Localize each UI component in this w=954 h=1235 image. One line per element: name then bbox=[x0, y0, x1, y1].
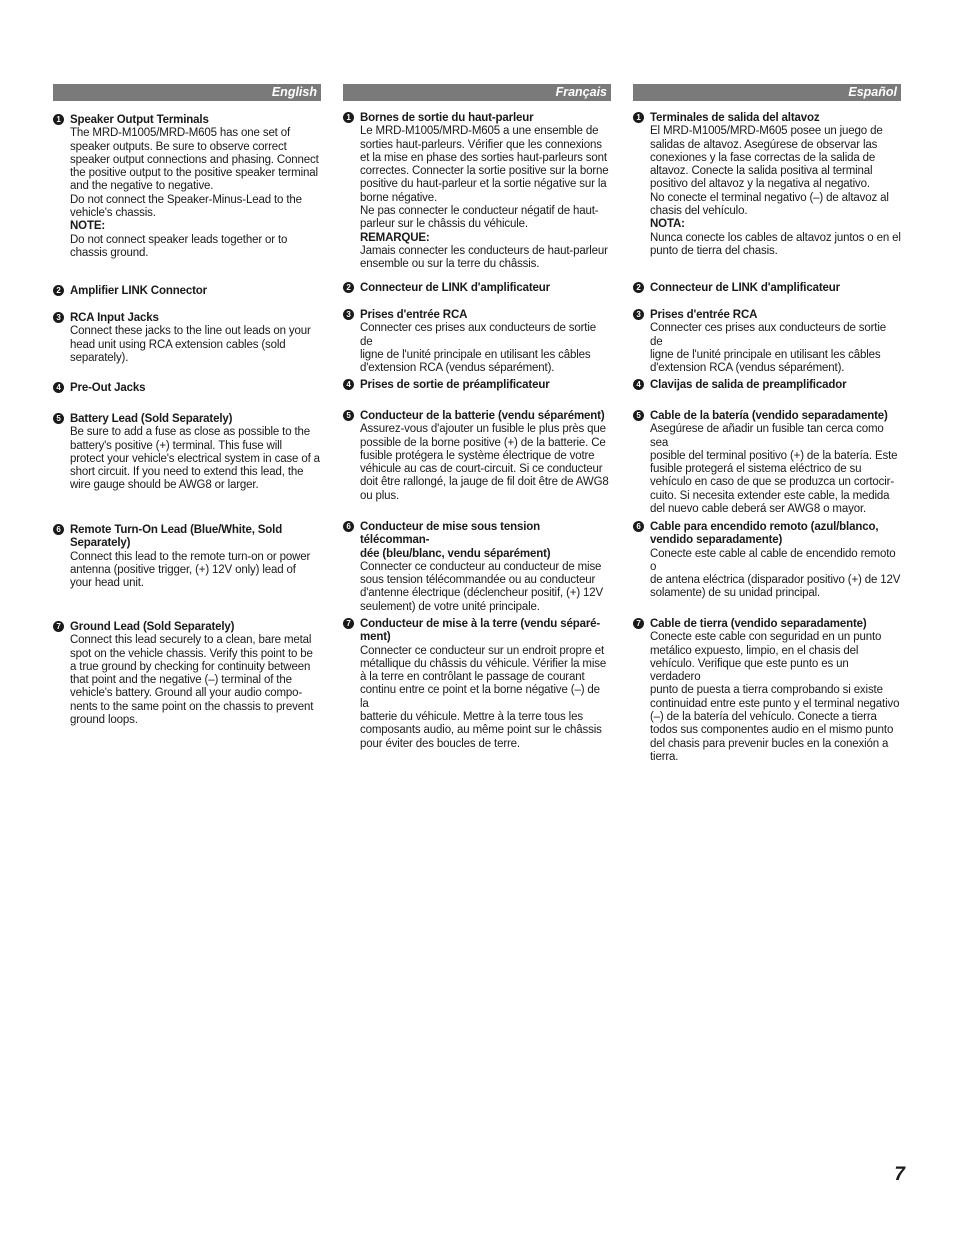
item-body: El MRD-M1005/MRD-M605 posee un juego de salidas de altavoz. Asegúrese de observar las conexiones y la fase correctas de la salida de altavoz. Conecte la salida positiva al terminal positivo del altavoz y la negativa al negativo. No conecte el terminal negativo (–) de altavoz al chasis del vehículo. bbox=[650, 125, 889, 218]
item-title: Battery Lead (Sold Separately) bbox=[70, 413, 233, 425]
item-body: Connecter ce conducteur sur un endroit propre et métallique du châssis du véhicule. Vérifier la mise à la terre en contrôlant le passage de courant continu entre ce point et la borne négative (–) de la batterie du véhicule. Mettre à la terre tous les composants audio, au même point sur le châssis pour éviter des boucles de terre. bbox=[360, 644, 607, 750]
column-spanish bbox=[633, 84, 901, 763]
list-item bbox=[633, 521, 901, 601]
item-number-badge: 5 bbox=[53, 413, 64, 424]
item-title: Cable de la batería (vendido separadamente) bbox=[650, 410, 888, 422]
list-item bbox=[343, 410, 611, 503]
item-number-badge: 5 bbox=[343, 410, 354, 421]
item-title: Speaker Output Terminals bbox=[70, 114, 209, 126]
note-label: NOTE: bbox=[70, 220, 106, 233]
item-number-badge: 4 bbox=[53, 382, 64, 393]
list-item bbox=[343, 379, 611, 392]
item-number-badge: 3 bbox=[53, 312, 64, 323]
item-title: Clavijas de salida de preamplificador bbox=[650, 379, 847, 391]
list-item bbox=[343, 309, 611, 375]
item-number-badge: 1 bbox=[343, 112, 354, 123]
note-body: Do not connect speaker leads together or to chassis ground. bbox=[70, 233, 288, 259]
list-item bbox=[343, 112, 611, 272]
list-item bbox=[53, 621, 321, 727]
item-number-badge: 7 bbox=[633, 618, 644, 629]
item-number-badge: 6 bbox=[633, 521, 644, 532]
item-body: Connecter ces prises aux conducteurs de sortie de ligne de l'unité principale en utilisant les câbles d'extension RCA (vendus séparément). bbox=[360, 322, 597, 375]
item-title: Prises d'entrée RCA bbox=[360, 309, 468, 321]
item-title: Amplifier LINK Connector bbox=[70, 285, 207, 297]
item-title: Conducteur de mise à la terre (vendu séparé- ment) bbox=[360, 618, 601, 644]
item-body: Connect these jacks to the line out leads on your head unit using RCA extension cables (sold separately). bbox=[70, 325, 311, 364]
list-item bbox=[633, 379, 901, 392]
item-body: Assurez-vous d'ajouter un fusible le plus près que possible de la borne positive (+) de la batterie. Ce fusible protégera le système électrique de votre véhicule au cas de court-circuit. Si ce conducteur doit être rallongé, la jauge de fil doit être de AWG8 ou plus. bbox=[360, 423, 609, 502]
item-title: Cable de tierra (vendido separadamente) bbox=[650, 618, 867, 630]
item-body: Asegúrese de añadir un fusible tan cerca como sea posible del terminal positivo (+) de la batería. Este fusible protegerá el sistema eléctrico de su vehículo en caso de que se produzca un cortocir- cuito. Si necesita extender este cable, la medida del nuevo cable deberá ser AWG8 o mayor. bbox=[650, 423, 898, 516]
list-item bbox=[53, 114, 321, 260]
item-number-badge: 6 bbox=[53, 524, 64, 535]
item-title: Conducteur de la batterie (vendu séparément) bbox=[360, 410, 605, 422]
list-item bbox=[53, 312, 321, 365]
item-title: Ground Lead (Sold Separately) bbox=[70, 621, 235, 633]
item-title: Connecteur de LINK d'amplificateur bbox=[650, 282, 840, 294]
item-body: Conecte este cable al cable de encendido remoto o de antena eléctrica (disparador positivo (+) de 12V solamente) de su unidad principal. bbox=[650, 547, 901, 600]
list-item bbox=[343, 521, 611, 614]
item-title: Remote Turn-On Lead (Blue/White, Sold Separately) bbox=[70, 524, 283, 550]
item-number-badge: 1 bbox=[633, 112, 644, 123]
list-item bbox=[53, 285, 321, 298]
list-item bbox=[633, 282, 901, 295]
item-body: The MRD-M1005/MRD-M605 has one set of speaker outputs. Be sure to observe correct speaker output connections and phasing. Connect the positive output to the positive speaker terminal and the negative to negative. Do not connect the Speaker-Minus-Lead to the vehicle's chassis. bbox=[70, 127, 319, 220]
item-title: Cable para encendido remoto (azul/blanco, vendido separadamente) bbox=[650, 521, 879, 547]
list-item bbox=[343, 282, 611, 295]
column-header-spanish: Español bbox=[633, 84, 901, 101]
column-header-english: English bbox=[53, 84, 321, 101]
item-body: Connect this lead to the remote turn-on or power antenna (positive trigger, (+) 12V only) lead of your head unit. bbox=[70, 550, 311, 590]
column-header-french: Français bbox=[343, 84, 611, 101]
page-number: 7 bbox=[894, 1164, 905, 1185]
item-number-badge: 2 bbox=[343, 282, 354, 293]
item-title: Prises d'entrée RCA bbox=[650, 309, 758, 321]
item-body: Be sure to add a fuse as close as possible to the battery's positive (+) terminal. This fuse will protect your vehicle's electrical system in case of a short circuit. If you need to extend this lead, the wire gauge should be AWG8 or larger. bbox=[70, 426, 320, 492]
item-body: Connecter ces prises aux conducteurs de sortie de ligne de l'unité principale en utilisant les câbles d'extension RCA (vendus séparément). bbox=[650, 322, 887, 375]
item-title: Bornes de sortie du haut-parleur bbox=[360, 112, 534, 124]
item-number-badge: 4 bbox=[343, 379, 354, 390]
list-item bbox=[343, 618, 611, 751]
list-item bbox=[53, 382, 321, 395]
item-number-badge: 7 bbox=[343, 618, 354, 629]
item-title: Conducteur de mise sous tension télécomman- dée (bleu/blanc, vendu séparément) bbox=[360, 521, 551, 560]
item-number-badge: 2 bbox=[53, 285, 64, 296]
item-number-badge: 3 bbox=[343, 309, 354, 320]
list-item bbox=[633, 410, 901, 516]
column-french bbox=[343, 84, 611, 750]
item-title: Terminales de salida del altavoz bbox=[650, 112, 820, 124]
item-title: Connecteur de LINK d'amplificateur bbox=[360, 282, 550, 294]
item-body: Connecter ce conducteur au conducteur de mise sous tension télécommandée ou au conducteur d'antenne électrique (déclencheur positif, (+) 12V seulement) de votre unité principale. bbox=[360, 560, 604, 613]
note-body: Jamais connecter les conducteurs de haut-parleur ensemble ou sur la terre du châssis. bbox=[360, 244, 608, 271]
list-item bbox=[53, 413, 321, 493]
item-title: Prises de sortie de préamplificateur bbox=[360, 379, 550, 391]
item-number-badge: 6 bbox=[343, 521, 354, 532]
item-number-badge: 3 bbox=[633, 309, 644, 320]
item-body: Conecte este cable con seguridad en un punto metálico expuesto, limpio, en el chasis del vehículo. Verifique que este punto es un verdadero punto de puesta a tierra comprobando si existe continuidad entre este punto y el terminal negativo (–) de la batería del vehículo. Conecte a tierra todos sus componentes audio en el mismo punto del chasis para prevenir bucles en la conexión a tierra. bbox=[650, 631, 900, 763]
note-body: Nunca conecte los cables de altavoz juntos o en el punto de tierra del chasis. bbox=[650, 231, 901, 257]
column-english bbox=[53, 84, 321, 727]
item-number-badge: 1 bbox=[53, 114, 64, 125]
item-body: Connect this lead securely to a clean, bare metal spot on the vehicle chassis. Verify this point to be a true ground by checking for continuity between that point and the negative (–) terminal of the vehicle's battery. Ground all your audio compo- nents to the same point on the chassis to prevent ground loops. bbox=[70, 634, 314, 727]
list-item bbox=[633, 618, 901, 764]
list-item bbox=[53, 524, 321, 590]
item-number-badge: 7 bbox=[53, 621, 64, 632]
item-title: RCA Input Jacks bbox=[70, 312, 159, 324]
item-number-badge: 4 bbox=[633, 379, 644, 390]
item-number-badge: 5 bbox=[633, 410, 644, 421]
item-body: Le MRD-M1005/MRD-M605 a une ensemble de sorties haut-parleurs. Vérifier que les connexions et la mise en phase des sorties haut-parleurs sont correctes. Connecter la sortie positive sur la borne positive du haut-parleur et la sortie négative sur la borne négative. Ne pas connecter le conducteur négatif de haut- parleur sur le châssis du véhicule. bbox=[360, 125, 609, 231]
item-number-badge: 2 bbox=[633, 282, 644, 293]
note-label: REMARQUE: bbox=[360, 231, 430, 244]
item-title: Pre-Out Jacks bbox=[70, 382, 146, 394]
list-item bbox=[633, 309, 901, 375]
note-label: NOTA: bbox=[650, 218, 685, 231]
list-item bbox=[633, 112, 901, 258]
